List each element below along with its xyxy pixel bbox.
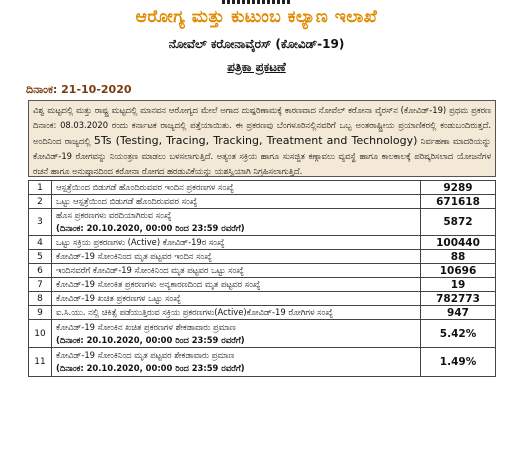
document-subtitle: ನೋವೆಲ್ ಕರೋನಾವೈರಸ್ (ಕೋವಿಡ್-19) [168, 37, 345, 51]
row-label [52, 250, 421, 264]
row-value: 100440 [421, 236, 496, 250]
table-row [29, 250, 496, 264]
row-label-text: ಆಸ್ಪತ್ರೆಯಿಂದ ಬಿಡುಗಡೆ ಹೊಂದಿರುವವರ ಇಂದಿನ ಪ್ರಕರಣಗಳ ಸಂಖ್ಯೆ [56, 182, 234, 192]
row-label-date-range: (ದಿನಾಂಕ: 20.10.2020, 00:00 ರಿಂದ 23:59 ರವರೆಗೆ) [56, 363, 245, 373]
row-label-text: ಕೋವಿಡ್-19 ಸೋಂಕಿನಿಂದ ಮೃತ ಪಟ್ಟವರ ಇಂದಿನ ಸಂಖ್ಯೆ [56, 251, 212, 261]
intro-text-part1: ವಿಶ್ವ ಮಟ್ಟದಲ್ಲಿ ಮತ್ತು ರಾಷ್ಟ್ರ ಮಟ್ಟದಲ್ಲಿ ಮಾನವನ ಆರೋಗ್ಯದ ಮೇಲೆ ಅಗಾದ ದುಷ್ಪರಿಣಾಮಕ್ಕೆ ಕಾರಣವಾದ ನೋವೆಲ್ ಕರೋನಾ ವೈರಸ್‌ನ (ಕೋವಿಡ್-19) ಪ್ರಥಮ ಪ್ರಕರಣ ದಿನಾಂಕ: 08.03.2020 ರಂದು ಕರ್ನಾಟಕ ರಾಜ್ಯದಲ್ಲಿ ಪತ್ತೆಯಾಯಿತು. ಈ ಪ್ರಕರಣವು ಬೆಂಗಳೂರಿನಲ್ಲಿನವರಿಗೆ ಒಬ್ಬ ಅಂತರಾಷ್ಟ್ರೀಯ ಪ್ರಯಾಣಿಕರಲ್ಲಿ ಕಂಡುಬಂದಿರುತ್ತದೆ. ಅಂದಿನಿಂದ ರಾಜ್ಯದಲ್ಲಿ [33, 105, 491, 146]
row-number: 10 [29, 320, 52, 348]
row-label-text: ಒಟ್ಟು ಸಕ್ರಿಯ ಪ್ರಕರಣಗಳು (Active) ಕೋವಿಡ್-19ರ ಸಂಖ್ಯೆ [56, 237, 225, 247]
table-row [29, 320, 496, 348]
table-row [29, 236, 496, 250]
row-label [52, 236, 421, 250]
row-value: 10696 [421, 264, 496, 278]
row-value: 671618 [421, 195, 496, 209]
intro-paragraph [28, 100, 496, 177]
row-label [52, 306, 421, 320]
table-row [29, 181, 496, 195]
row-number: 3 [29, 209, 52, 236]
row-label-text: ಇಂದಿನವರೆಗೆ ಕೋವಿಡ್-19 ಸೋಂಕಿನಿಂದ ಮೃತ ಪಟ್ಟವರ ಒಟ್ಟು ಸಂಖ್ಯೆ [56, 265, 244, 275]
row-number: 9 [29, 306, 52, 320]
row-number: 2 [29, 195, 52, 209]
table-row [29, 292, 496, 306]
row-value: 9289 [421, 181, 496, 195]
table-row [29, 306, 496, 320]
table-row [29, 348, 496, 377]
department-title: ಆರೋಗ್ಯ ಮತ್ತು ಕುಟುಂಬ ಕಲ್ಯಾಣ ಇಲಾಖೆ [135, 7, 378, 27]
row-value: 19 [421, 278, 496, 292]
row-number: 1 [29, 181, 52, 195]
press-release-heading: ಪತ್ರಿಕಾ ಪ್ರಕಟಣೆ [227, 60, 286, 74]
row-label [52, 195, 421, 209]
table-row [29, 209, 496, 236]
row-label-text: ಕೋವಿಡ್-19 ಸೋಂಕಿನ ಖಚಿತ ಪ್ರಕರಣಗಳ ಶೇಕಡಾವಾರು ಪ್ರಮಾಣ [56, 321, 236, 332]
row-label-date-range: (ದಿನಾಂಕ: 20.10.2020, 00:00 ರಿಂದ 23:59 ರವರೆಗೆ) [56, 334, 245, 345]
row-label-text: ಕೋವಿಡ್-19 ಸೋಂಕಿನಿಂದ ಮೃತ ಪಟ್ಟವರ ಶೇಕಡಾವಾರು ಪ್ರಮಾಣ [56, 350, 235, 360]
row-label [52, 320, 421, 348]
row-number: 6 [29, 264, 52, 278]
table-row [29, 264, 496, 278]
row-label [52, 181, 421, 195]
table-row [29, 195, 496, 209]
row-label [52, 278, 421, 292]
row-label-text: ಕೋವಿಡ್-19 ಸೋಂಕಿತ ಪ್ರಕರಣಗಳು ಅನ್ಯಕಾರಣದಿಂದ ಮೃತ ಪಟ್ಟವರ ಸಂಖ್ಯೆ [56, 279, 261, 289]
row-label-text: ಐ.ಸಿ.ಯು. ನಲ್ಲಿ ಚಿಕಿತ್ಸೆ ಪಡೆಯುತ್ತಿರುವ ಸಕ್ರಿಯ ಪ್ರಕರಣಗಳು(Active)ಕೋವಿಡ್-19 ರೋಗಿಗಳ ಸಂಖ್ಯೆ [56, 307, 333, 317]
row-label-text: ಹೊಸ ಪ್ರಕರಣಗಳು ವರದಿಯಾಗಿರುವ ಸಂಖ್ಯೆ [56, 210, 172, 220]
table-row [29, 278, 496, 292]
row-value: 782773 [421, 292, 496, 306]
row-label [52, 209, 421, 236]
row-label [52, 348, 421, 377]
row-value: 88 [421, 250, 496, 264]
row-label-text: ಒಟ್ಟು ಆಸ್ಪತ್ರೆಯಿಂದ ಬಿಡುಗಡೆ ಹೊಂದಿರುವವರ ಸಂಖ್ಯೆ [56, 196, 198, 206]
release-date: ದಿನಾಂಕ: 21-10-2020 [26, 83, 132, 96]
row-number: 11 [29, 348, 52, 377]
row-number: 8 [29, 292, 52, 306]
row-label [52, 292, 421, 306]
row-value: 5872 [421, 209, 496, 236]
row-label [52, 264, 421, 278]
row-value: 5.42% [421, 320, 496, 348]
row-label-text: ಕೋವಿಡ್-19 ಖಚಿತ ಪ್ರಕರಣಗಳ ಒಟ್ಟು ಸಂಖ್ಯೆ [56, 293, 181, 303]
statistics-table [28, 180, 496, 377]
intro-text-part3: ನಿರ್ವಹಣಾ ಮಾದರಿಯನ್ನು ಕೋವಿಡ್-19 ರೋಗವನ್ನು ನಿಯಂತ್ರಣ ಮಾಡಲು ಬಳಸಲಾಗುತ್ತಿದೆ. ಅತ್ಯಂತ ಸಕ್ರಿಯ ಹಾಗೂ ಸುಸಜ್ಜಿತ ಕಣ್ಗಾವಲು ವ್ಯವಸ್ಥೆ ಹಾಗೂ ಕಾಲಕಾಲಕ್ಕೆ ಪರಿಷ್ಕರಿಸಲಾದ ಯೋಜನೆಗಳ ರಚನೆ ಹಾಗೂ ಅನುಷ್ಠಾನದಿಂದ ಕರೋನಾ ರೋಗದ ಹರಡುವಿಕೆಯನ್ನು ಯಶಸ್ವಿಯಾಗಿ ನಿಗ್ರಹಿಸಲಾಗುತ್ತಿದೆ. [33, 136, 491, 176]
row-value: 1.49% [421, 348, 496, 377]
row-value: 947 [421, 306, 496, 320]
row-number: 7 [29, 278, 52, 292]
header-top-strip [222, 0, 292, 4]
row-number: 5 [29, 250, 52, 264]
row-number: 4 [29, 236, 52, 250]
intro-text-5ts: 5Ts (Testing, Tracing, Tracking, Treatment and Technology) [93, 134, 418, 147]
row-label-date-range: (ದಿನಾಂಕ: 20.10.2020, 00:00 ರಿಂದ 23:59 ರವರೆಗೆ) [56, 223, 245, 233]
